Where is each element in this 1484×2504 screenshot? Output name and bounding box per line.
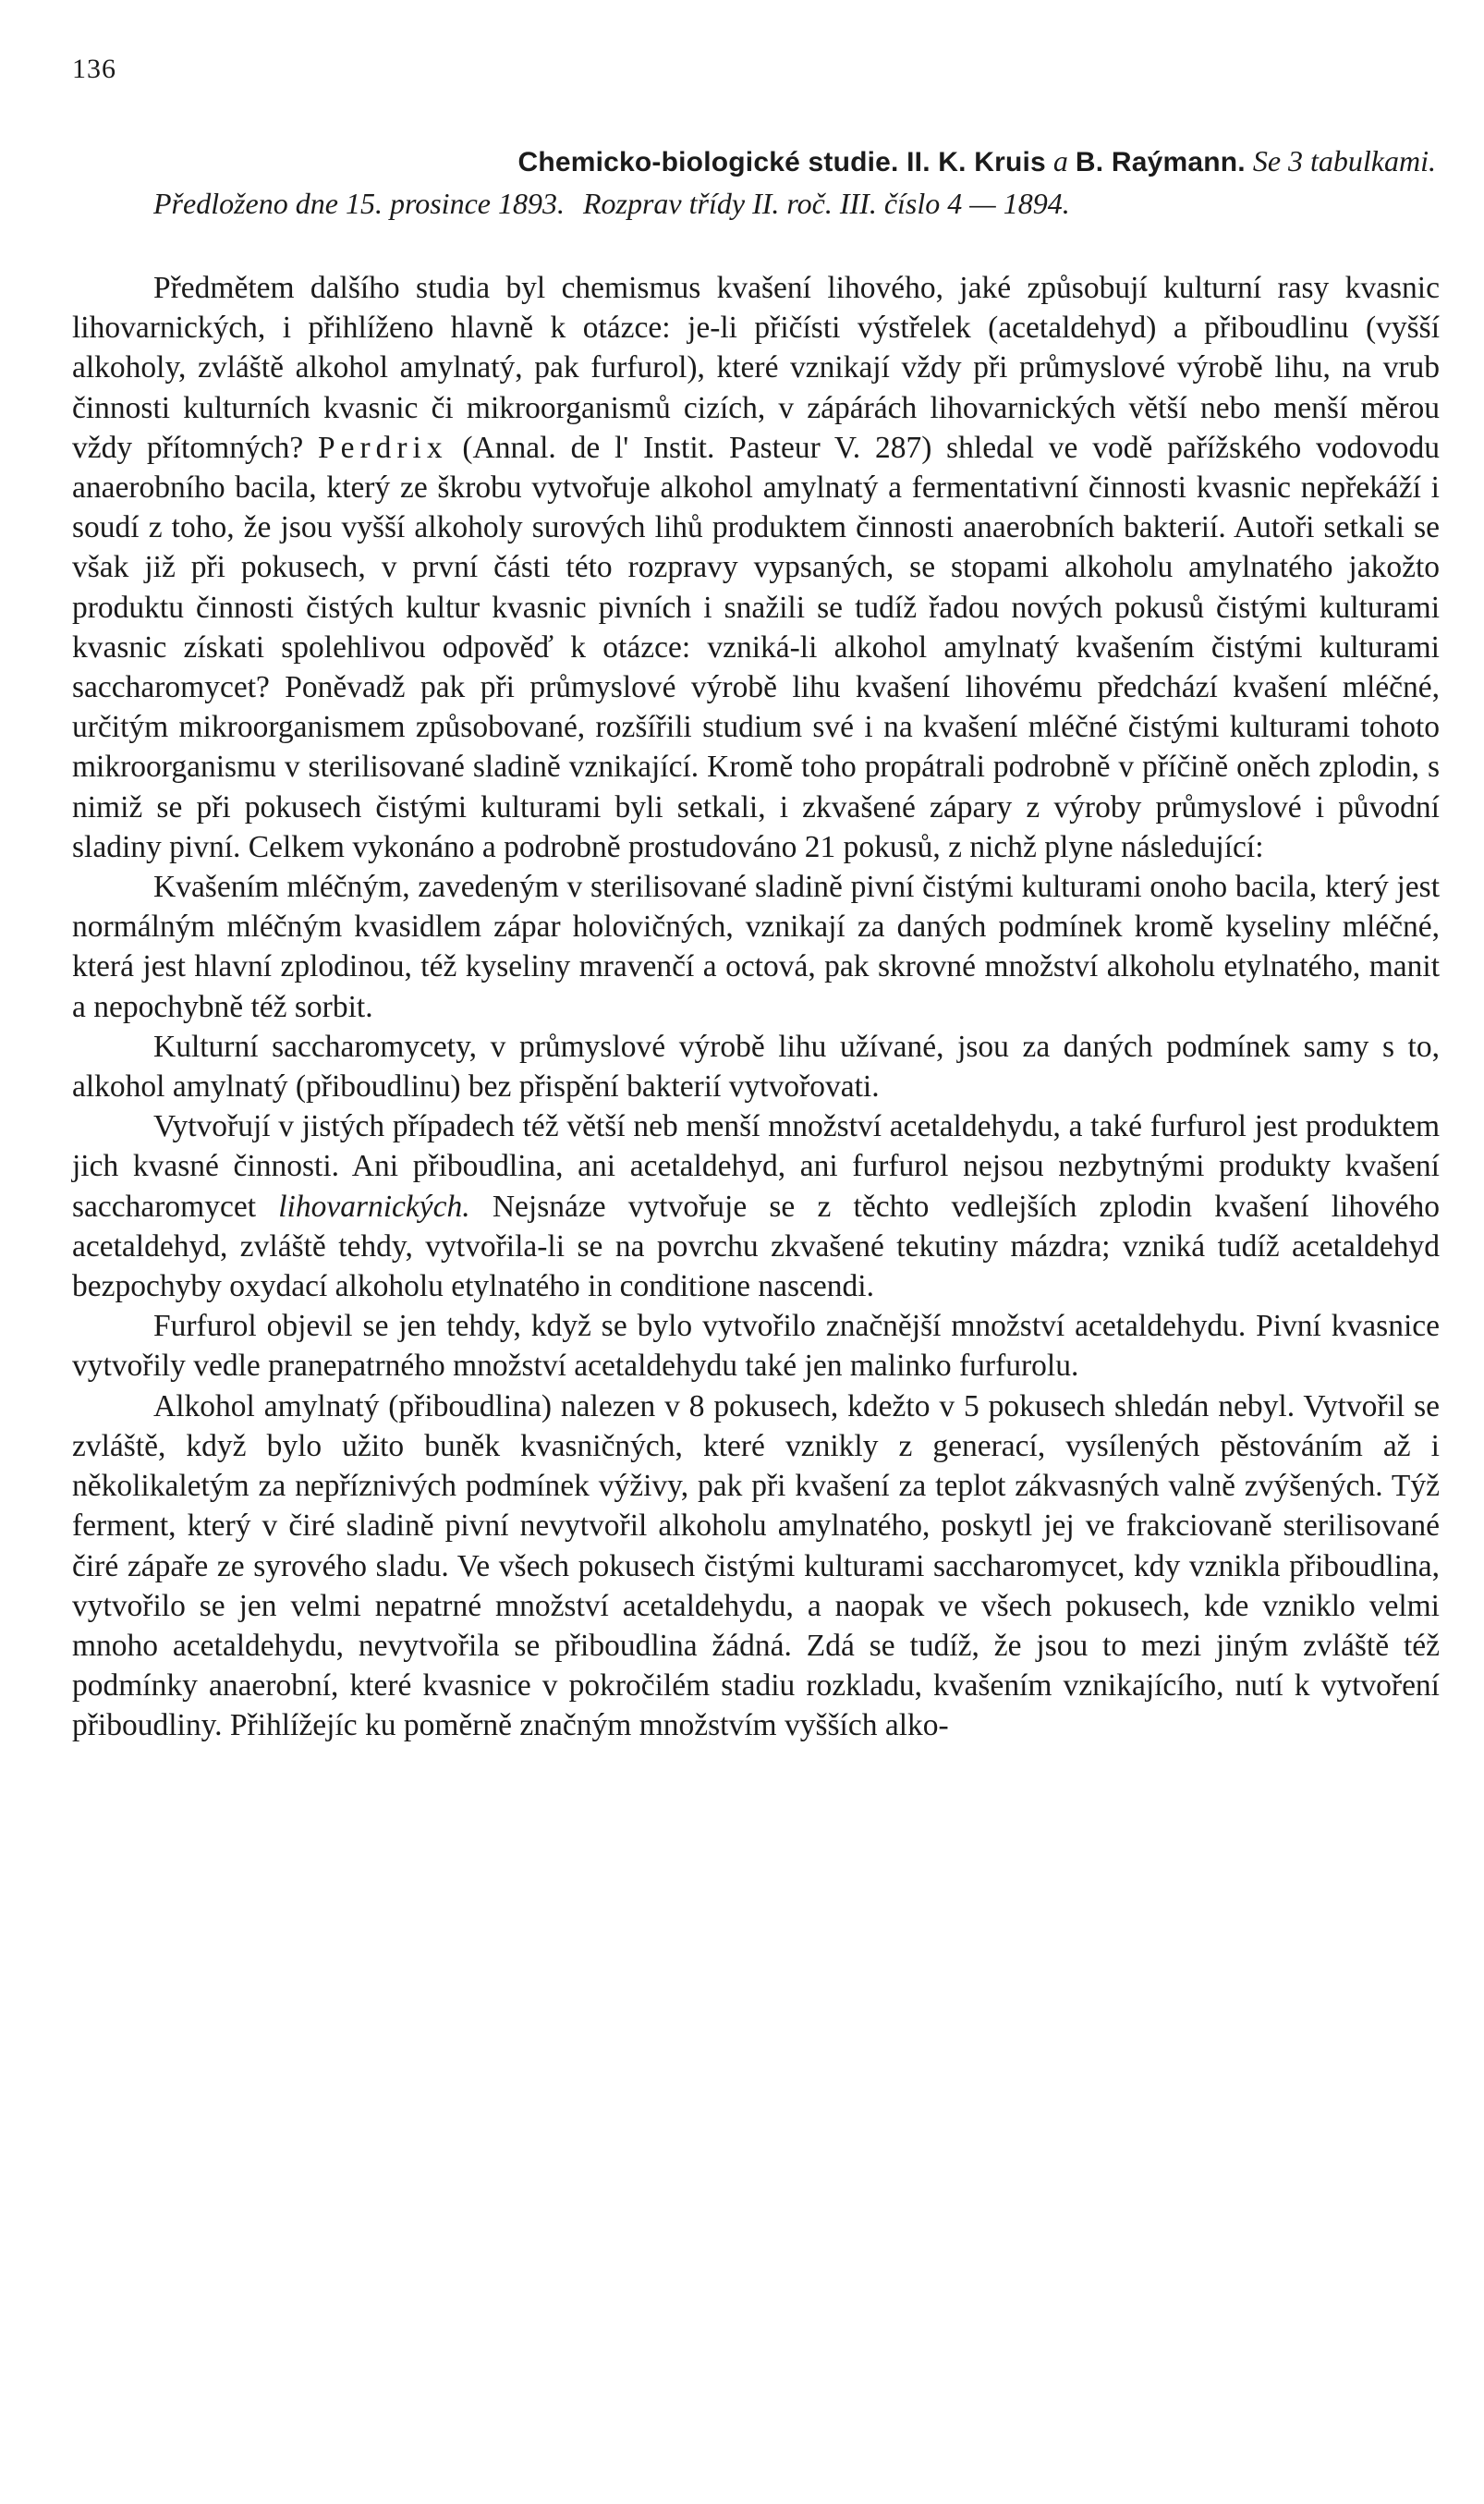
paragraph: Alkohol amylnatý (přiboudlina) nalezen v 8 pokusech, kdežto v 5 pokusech shledán nebyl. Vytvořil se zvláště, když bylo užito buněk kvasničných, které vznikly z generací, vysílených pěstováním až i několikaletým za nepříznivých podmínek výživy, pak při kvašení za teplot zákvasných valně zvýšených. Týž ferment, který v čiré sladině pivní nevytvořil alkoholu amylnatého, poskytl jej ve frakciovaně sterilisované čiré zápaře ze syrového sladu. Ve všech pokusech čistými kulturami saccharomycet, kdy vznikla přiboudlina, vytvořilo se jen velmi nepatrné množství acetaldehydu, a naopak ve všech pokusech, kde vzniklo velmi mnoho acetaldehydu, nevytvořila se přiboudlina žádná. Zdá se tudíž, že jsou to mezi jiným zvláště též podmínky anaerobní, které kvasnice v pokročilém stadiu rozkladu, kvašením vznikajícího, nutí k vytvoření přiboudliny. Přihlížejíc ku poměrně značným množstvím vyšších alko- (72, 1388, 1440, 1743)
article-heading (153, 140, 1436, 225)
paragraph (72, 1106, 1440, 1306)
paragraph-text: Předmětem dalšího studia byl chemismus kvašení lihového, jaké způsobují kulturní rasy kvasnic lihovarnických, i přihlíženo hlavně k otázce: je-li přičísti výstřelek (acetaldehyd) a přiboudlinu (vyšší alkoholy, zvláště alkohol amylnatý, pak furfurol), které vznikají vždy při průmyslové výrobě lihu, na vrub činnosti kulturních kvasnic či mikroorganismů cizích, v zápárách lihovarnických větší nebo menší měrou vždy přítomných? (72, 271, 1440, 465)
article-title: Chemicko-biologické studie. II. K. Kruis (517, 147, 1046, 177)
tables-note: Se 3 tabulkami. (1252, 144, 1436, 177)
paragraph-text: (Annal. de l' Instit. Pasteur V. 287) shledal ve vodě pařížského vodovodu anaerobního bacila, který ze škrobu vytvořuje alkohol amylnatý a fermentativní činnosti kvasnic nepřekáží i soudí z toho, že jsou vyšší alkoholy surových lihů produktem činnosti anaerobních bakterií. Autoři setkali se však již při pokusech, v první části této rozpravy vypsaných, se stopami alkoholu amylnatého jakožto produktu činnosti čistých kultur kvasnic pivních i snažili se tudíž řadou nových pokusů čistými kulturami kvasnic získati spolehlivou odpověď k otázce: vzniká-li alkohol amylnatý kvašením čistými kulturami saccharomycet? Poněvadž pak při průmyslové výrobě lihu kvašení lihovému předchází kvašení mléčné, určitým mikroorganismem způsobované, rozšířili studium své i na kvašení mléčné čistými kulturami tohoto mikroorganismu v sterilisované sladině vznikající. Kromě toho propátrali podrobně v příčině oněch zplodin, s nimiž se při pokusech čistými kulturami byli setkali, i zkvašené zápary z výroby průmyslové i původní sladiny pivní. Celkem vykonáno a podrobně prostudováno 21 pokusů, z nichž plyne následující: (72, 430, 1440, 864)
paragraph: Kvašením mléčným, zavedeným v sterilisované sladině pivní čistými kulturami onoho bacila, který jest normálným mléčným kvasidlem zápar holovičných, vznikají za daných podmínek kromě kyseliny mléčné, která jest hlavní zplodinou, též kyseliny mravenčí a octová, pak skrovné množství alkoholu etylnatého, manit a nepochybně též sorbit. (72, 870, 1440, 1024)
paragraph: Kulturní saccharomycety, v průmyslové výrobě lihu užívané, jsou za daných podmínek samy s to, alkohol amylnatý (přiboudlinu) bez přispění bakterií vytvořovati. (72, 1029, 1440, 1105)
author-name-perdrix: Perdrix (318, 430, 448, 465)
italic-term: lihovarnických. (278, 1189, 470, 1224)
heading-line-publication (153, 183, 1436, 225)
paragraph-text: Vytvořují v jistých případech též větší neb menší množství acetaldehydu, a také furfurol jest produktem jich kvasné činnosti. Ani přiboudlina, ani acetaldehyd, ani furfurol nejsou nezbytnými produkty kvašení saccharomycet (72, 1109, 1440, 1224)
paragraph (72, 268, 1440, 867)
page-number: 136 (72, 54, 116, 84)
article-body (72, 268, 1440, 1746)
conjunction: a (1052, 144, 1068, 177)
submitted-date: Předloženo dne 15. prosince 1893. (153, 187, 565, 220)
proceedings-reference: Rozprav třídy II. roč. III. číslo 4 — 1894. (582, 187, 1070, 220)
paragraph-text: Nejsnáze vytvořuje se z těchto vedlejších zplodin kvašení lihového acetaldehyd, zvláště tehdy, vytvořila-li se na povrchu zkvašené tekutiny mázdra; vzniká tudíž acetaldehyd bezpochyby oxydací alkoholu etylnatého in conditione nascendi. (72, 1189, 1440, 1304)
paragraph: Furfurol objevil se jen tehdy, když se bylo vytvořilo značnější množství acetaldehydu. Pivní kvasnice vytvořily vedle pranepatrného množství acetaldehydu také jen malinko furfurolu. (72, 1309, 1440, 1384)
coauthor: B. Raýmann. (1075, 147, 1246, 177)
heading-line-title (153, 140, 1436, 183)
